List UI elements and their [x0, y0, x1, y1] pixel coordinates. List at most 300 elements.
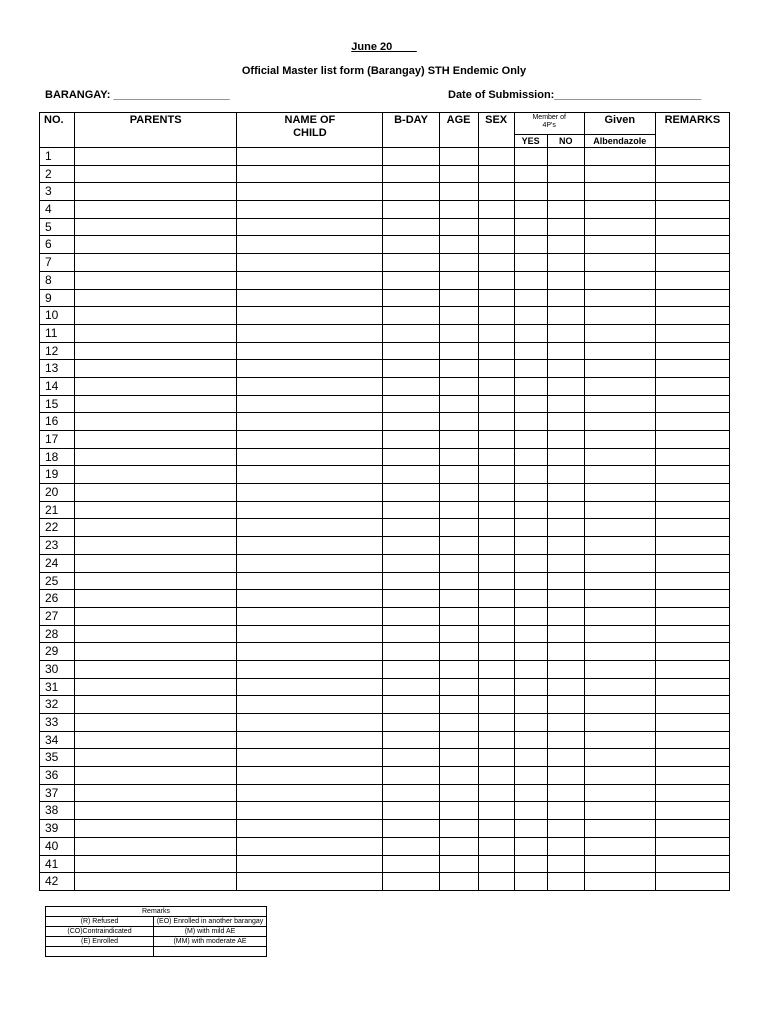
parents-cell[interactable]: [75, 767, 237, 785]
bday-cell[interactable]: [383, 625, 439, 643]
albendazole-cell[interactable]: [584, 714, 655, 732]
parents-cell[interactable]: [75, 731, 237, 749]
age-cell[interactable]: [439, 784, 478, 802]
sex-cell[interactable]: [478, 183, 514, 201]
albendazole-cell[interactable]: [584, 784, 655, 802]
parents-cell[interactable]: [75, 519, 237, 537]
sex-cell[interactable]: [478, 360, 514, 378]
member-yes-cell[interactable]: [514, 431, 547, 449]
age-cell[interactable]: [439, 660, 478, 678]
parents-cell[interactable]: [75, 183, 237, 201]
age-cell[interactable]: [439, 431, 478, 449]
sex-cell[interactable]: [478, 855, 514, 873]
remarks-cell[interactable]: [655, 696, 729, 714]
albendazole-cell[interactable]: [584, 271, 655, 289]
sex-cell[interactable]: [478, 289, 514, 307]
sex-cell[interactable]: [478, 519, 514, 537]
parents-cell[interactable]: [75, 431, 237, 449]
name-of-child-cell[interactable]: [237, 784, 383, 802]
name-of-child-cell[interactable]: [237, 873, 383, 891]
member-yes-cell[interactable]: [514, 678, 547, 696]
age-cell[interactable]: [439, 855, 478, 873]
name-of-child-cell[interactable]: [237, 607, 383, 625]
albendazole-cell[interactable]: [584, 484, 655, 502]
bday-cell[interactable]: [383, 431, 439, 449]
member-yes-cell[interactable]: [514, 607, 547, 625]
age-cell[interactable]: [439, 572, 478, 590]
age-cell[interactable]: [439, 678, 478, 696]
sex-cell[interactable]: [478, 201, 514, 219]
remarks-cell[interactable]: [655, 625, 729, 643]
bday-cell[interactable]: [383, 484, 439, 502]
albendazole-cell[interactable]: [584, 183, 655, 201]
name-of-child-cell[interactable]: [237, 501, 383, 519]
member-no-cell[interactable]: [547, 696, 584, 714]
albendazole-cell[interactable]: [584, 413, 655, 431]
member-no-cell[interactable]: [547, 537, 584, 555]
member-no-cell[interactable]: [547, 148, 584, 166]
sex-cell[interactable]: [478, 643, 514, 661]
albendazole-cell[interactable]: [584, 607, 655, 625]
member-no-cell[interactable]: [547, 590, 584, 608]
member-yes-cell[interactable]: [514, 254, 547, 272]
member-no-cell[interactable]: [547, 855, 584, 873]
member-no-cell[interactable]: [547, 395, 584, 413]
parents-cell[interactable]: [75, 360, 237, 378]
member-no-cell[interactable]: [547, 165, 584, 183]
remarks-cell[interactable]: [655, 395, 729, 413]
sex-cell[interactable]: [478, 431, 514, 449]
name-of-child-cell[interactable]: [237, 590, 383, 608]
parents-cell[interactable]: [75, 696, 237, 714]
age-cell[interactable]: [439, 625, 478, 643]
sex-cell[interactable]: [478, 148, 514, 166]
bday-cell[interactable]: [383, 236, 439, 254]
bday-cell[interactable]: [383, 537, 439, 555]
name-of-child-cell[interactable]: [237, 484, 383, 502]
member-no-cell[interactable]: [547, 360, 584, 378]
member-yes-cell[interactable]: [514, 714, 547, 732]
bday-cell[interactable]: [383, 767, 439, 785]
age-cell[interactable]: [439, 837, 478, 855]
albendazole-cell[interactable]: [584, 802, 655, 820]
parents-cell[interactable]: [75, 307, 237, 325]
parents-cell[interactable]: [75, 660, 237, 678]
remarks-cell[interactable]: [655, 660, 729, 678]
member-no-cell[interactable]: [547, 554, 584, 572]
remarks-cell[interactable]: [655, 165, 729, 183]
member-no-cell[interactable]: [547, 749, 584, 767]
remarks-cell[interactable]: [655, 855, 729, 873]
member-yes-cell[interactable]: [514, 218, 547, 236]
name-of-child-cell[interactable]: [237, 324, 383, 342]
remarks-cell[interactable]: [655, 254, 729, 272]
sex-cell[interactable]: [478, 165, 514, 183]
age-cell[interactable]: [439, 218, 478, 236]
parents-cell[interactable]: [75, 554, 237, 572]
bday-cell[interactable]: [383, 395, 439, 413]
member-no-cell[interactable]: [547, 448, 584, 466]
member-yes-cell[interactable]: [514, 590, 547, 608]
age-cell[interactable]: [439, 466, 478, 484]
albendazole-cell[interactable]: [584, 307, 655, 325]
member-yes-cell[interactable]: [514, 643, 547, 661]
parents-cell[interactable]: [75, 607, 237, 625]
parents-cell[interactable]: [75, 501, 237, 519]
name-of-child-cell[interactable]: [237, 714, 383, 732]
age-cell[interactable]: [439, 165, 478, 183]
member-no-cell[interactable]: [547, 802, 584, 820]
bday-cell[interactable]: [383, 590, 439, 608]
remarks-cell[interactable]: [655, 201, 729, 219]
albendazole-cell[interactable]: [584, 236, 655, 254]
albendazole-cell[interactable]: [584, 254, 655, 272]
name-of-child-cell[interactable]: [237, 360, 383, 378]
parents-cell[interactable]: [75, 714, 237, 732]
age-cell[interactable]: [439, 342, 478, 360]
bday-cell[interactable]: [383, 201, 439, 219]
remarks-cell[interactable]: [655, 218, 729, 236]
barangay-field[interactable]: BARANGAY: ___________________: [45, 89, 230, 101]
bday-cell[interactable]: [383, 572, 439, 590]
member-no-cell[interactable]: [547, 324, 584, 342]
name-of-child-cell[interactable]: [237, 643, 383, 661]
bday-cell[interactable]: [383, 466, 439, 484]
member-yes-cell[interactable]: [514, 448, 547, 466]
albendazole-cell[interactable]: [584, 749, 655, 767]
remarks-cell[interactable]: [655, 714, 729, 732]
remarks-cell[interactable]: [655, 643, 729, 661]
albendazole-cell[interactable]: [584, 731, 655, 749]
remarks-cell[interactable]: [655, 873, 729, 891]
sex-cell[interactable]: [478, 413, 514, 431]
name-of-child-cell[interactable]: [237, 165, 383, 183]
member-yes-cell[interactable]: [514, 466, 547, 484]
age-cell[interactable]: [439, 643, 478, 661]
remarks-cell[interactable]: [655, 289, 729, 307]
albendazole-cell[interactable]: [584, 377, 655, 395]
albendazole-cell[interactable]: [584, 820, 655, 838]
name-of-child-cell[interactable]: [237, 466, 383, 484]
member-yes-cell[interactable]: [514, 501, 547, 519]
remarks-cell[interactable]: [655, 731, 729, 749]
sex-cell[interactable]: [478, 484, 514, 502]
member-yes-cell[interactable]: [514, 855, 547, 873]
bday-cell[interactable]: [383, 413, 439, 431]
sex-cell[interactable]: [478, 218, 514, 236]
remarks-cell[interactable]: [655, 837, 729, 855]
bday-cell[interactable]: [383, 183, 439, 201]
parents-cell[interactable]: [75, 643, 237, 661]
albendazole-cell[interactable]: [584, 501, 655, 519]
sex-cell[interactable]: [478, 784, 514, 802]
member-yes-cell[interactable]: [514, 767, 547, 785]
albendazole-cell[interactable]: [584, 590, 655, 608]
name-of-child-cell[interactable]: [237, 183, 383, 201]
albendazole-cell[interactable]: [584, 660, 655, 678]
age-cell[interactable]: [439, 148, 478, 166]
remarks-cell[interactable]: [655, 784, 729, 802]
parents-cell[interactable]: [75, 342, 237, 360]
bday-cell[interactable]: [383, 820, 439, 838]
remarks-cell[interactable]: [655, 767, 729, 785]
sex-cell[interactable]: [478, 377, 514, 395]
member-yes-cell[interactable]: [514, 271, 547, 289]
albendazole-cell[interactable]: [584, 873, 655, 891]
parents-cell[interactable]: [75, 537, 237, 555]
sex-cell[interactable]: [478, 678, 514, 696]
name-of-child-cell[interactable]: [237, 519, 383, 537]
remarks-cell[interactable]: [655, 590, 729, 608]
remarks-cell[interactable]: [655, 236, 729, 254]
member-no-cell[interactable]: [547, 218, 584, 236]
parents-cell[interactable]: [75, 749, 237, 767]
bday-cell[interactable]: [383, 678, 439, 696]
albendazole-cell[interactable]: [584, 625, 655, 643]
sex-cell[interactable]: [478, 448, 514, 466]
bday-cell[interactable]: [383, 501, 439, 519]
bday-cell[interactable]: [383, 165, 439, 183]
sex-cell[interactable]: [478, 342, 514, 360]
albendazole-cell[interactable]: [584, 678, 655, 696]
remarks-cell[interactable]: [655, 377, 729, 395]
member-yes-cell[interactable]: [514, 873, 547, 891]
member-no-cell[interactable]: [547, 660, 584, 678]
member-yes-cell[interactable]: [514, 395, 547, 413]
member-yes-cell[interactable]: [514, 165, 547, 183]
bday-cell[interactable]: [383, 271, 439, 289]
member-yes-cell[interactable]: [514, 749, 547, 767]
member-yes-cell[interactable]: [514, 484, 547, 502]
bday-cell[interactable]: [383, 218, 439, 236]
member-yes-cell[interactable]: [514, 572, 547, 590]
albendazole-cell[interactable]: [584, 201, 655, 219]
sex-cell[interactable]: [478, 554, 514, 572]
remarks-cell[interactable]: [655, 501, 729, 519]
parents-cell[interactable]: [75, 377, 237, 395]
albendazole-cell[interactable]: [584, 696, 655, 714]
name-of-child-cell[interactable]: [237, 625, 383, 643]
remarks-cell[interactable]: [655, 537, 729, 555]
remarks-cell[interactable]: [655, 148, 729, 166]
member-no-cell[interactable]: [547, 625, 584, 643]
member-no-cell[interactable]: [547, 820, 584, 838]
parents-cell[interactable]: [75, 218, 237, 236]
name-of-child-cell[interactable]: [237, 448, 383, 466]
parents-cell[interactable]: [75, 590, 237, 608]
bday-cell[interactable]: [383, 837, 439, 855]
sex-cell[interactable]: [478, 820, 514, 838]
bday-cell[interactable]: [383, 749, 439, 767]
albendazole-cell[interactable]: [584, 360, 655, 378]
name-of-child-cell[interactable]: [237, 837, 383, 855]
member-yes-cell[interactable]: [514, 625, 547, 643]
bday-cell[interactable]: [383, 148, 439, 166]
sex-cell[interactable]: [478, 607, 514, 625]
bday-cell[interactable]: [383, 554, 439, 572]
sex-cell[interactable]: [478, 466, 514, 484]
age-cell[interactable]: [439, 289, 478, 307]
age-cell[interactable]: [439, 448, 478, 466]
member-no-cell[interactable]: [547, 714, 584, 732]
member-no-cell[interactable]: [547, 289, 584, 307]
age-cell[interactable]: [439, 360, 478, 378]
bday-cell[interactable]: [383, 855, 439, 873]
parents-cell[interactable]: [75, 289, 237, 307]
parents-cell[interactable]: [75, 855, 237, 873]
age-cell[interactable]: [439, 537, 478, 555]
member-no-cell[interactable]: [547, 484, 584, 502]
parents-cell[interactable]: [75, 873, 237, 891]
name-of-child-cell[interactable]: [237, 236, 383, 254]
sex-cell[interactable]: [478, 767, 514, 785]
age-cell[interactable]: [439, 377, 478, 395]
member-yes-cell[interactable]: [514, 377, 547, 395]
member-no-cell[interactable]: [547, 183, 584, 201]
remarks-cell[interactable]: [655, 820, 729, 838]
bday-cell[interactable]: [383, 342, 439, 360]
name-of-child-cell[interactable]: [237, 377, 383, 395]
albendazole-cell[interactable]: [584, 519, 655, 537]
bday-cell[interactable]: [383, 873, 439, 891]
member-yes-cell[interactable]: [514, 236, 547, 254]
bday-cell[interactable]: [383, 714, 439, 732]
remarks-cell[interactable]: [655, 749, 729, 767]
age-cell[interactable]: [439, 873, 478, 891]
sex-cell[interactable]: [478, 749, 514, 767]
parents-cell[interactable]: [75, 395, 237, 413]
remarks-cell[interactable]: [655, 271, 729, 289]
member-yes-cell[interactable]: [514, 307, 547, 325]
bday-cell[interactable]: [383, 519, 439, 537]
age-cell[interactable]: [439, 236, 478, 254]
bday-cell[interactable]: [383, 360, 439, 378]
member-yes-cell[interactable]: [514, 324, 547, 342]
albendazole-cell[interactable]: [584, 165, 655, 183]
parents-cell[interactable]: [75, 784, 237, 802]
albendazole-cell[interactable]: [584, 342, 655, 360]
member-no-cell[interactable]: [547, 254, 584, 272]
member-no-cell[interactable]: [547, 731, 584, 749]
albendazole-cell[interactable]: [584, 767, 655, 785]
remarks-cell[interactable]: [655, 448, 729, 466]
member-no-cell[interactable]: [547, 519, 584, 537]
parents-cell[interactable]: [75, 625, 237, 643]
remarks-cell[interactable]: [655, 413, 729, 431]
age-cell[interactable]: [439, 519, 478, 537]
sex-cell[interactable]: [478, 625, 514, 643]
member-yes-cell[interactable]: [514, 820, 547, 838]
parents-cell[interactable]: [75, 236, 237, 254]
name-of-child-cell[interactable]: [237, 289, 383, 307]
age-cell[interactable]: [439, 413, 478, 431]
age-cell[interactable]: [439, 183, 478, 201]
age-cell[interactable]: [439, 590, 478, 608]
albendazole-cell[interactable]: [584, 148, 655, 166]
member-no-cell[interactable]: [547, 572, 584, 590]
member-yes-cell[interactable]: [514, 519, 547, 537]
remarks-cell[interactable]: [655, 484, 729, 502]
name-of-child-cell[interactable]: [237, 413, 383, 431]
name-of-child-cell[interactable]: [237, 201, 383, 219]
sex-cell[interactable]: [478, 254, 514, 272]
name-of-child-cell[interactable]: [237, 395, 383, 413]
sex-cell[interactable]: [478, 271, 514, 289]
member-yes-cell[interactable]: [514, 660, 547, 678]
member-yes-cell[interactable]: [514, 696, 547, 714]
age-cell[interactable]: [439, 731, 478, 749]
member-yes-cell[interactable]: [514, 554, 547, 572]
member-yes-cell[interactable]: [514, 289, 547, 307]
sex-cell[interactable]: [478, 395, 514, 413]
member-no-cell[interactable]: [547, 236, 584, 254]
member-yes-cell[interactable]: [514, 342, 547, 360]
remarks-cell[interactable]: [655, 802, 729, 820]
remarks-cell[interactable]: [655, 519, 729, 537]
bday-cell[interactable]: [383, 324, 439, 342]
name-of-child-cell[interactable]: [237, 254, 383, 272]
parents-cell[interactable]: [75, 572, 237, 590]
member-no-cell[interactable]: [547, 784, 584, 802]
sex-cell[interactable]: [478, 236, 514, 254]
age-cell[interactable]: [439, 554, 478, 572]
member-yes-cell[interactable]: [514, 413, 547, 431]
sex-cell[interactable]: [478, 590, 514, 608]
name-of-child-cell[interactable]: [237, 696, 383, 714]
age-cell[interactable]: [439, 607, 478, 625]
member-no-cell[interactable]: [547, 271, 584, 289]
bday-cell[interactable]: [383, 731, 439, 749]
parents-cell[interactable]: [75, 413, 237, 431]
name-of-child-cell[interactable]: [237, 537, 383, 555]
parents-cell[interactable]: [75, 678, 237, 696]
remarks-cell[interactable]: [655, 342, 729, 360]
albendazole-cell[interactable]: [584, 395, 655, 413]
bday-cell[interactable]: [383, 802, 439, 820]
bday-cell[interactable]: [383, 448, 439, 466]
parents-cell[interactable]: [75, 201, 237, 219]
albendazole-cell[interactable]: [584, 431, 655, 449]
member-yes-cell[interactable]: [514, 802, 547, 820]
sex-cell[interactable]: [478, 837, 514, 855]
sex-cell[interactable]: [478, 572, 514, 590]
name-of-child-cell[interactable]: [237, 554, 383, 572]
sex-cell[interactable]: [478, 660, 514, 678]
sex-cell[interactable]: [478, 714, 514, 732]
remarks-cell[interactable]: [655, 554, 729, 572]
remarks-cell[interactable]: [655, 183, 729, 201]
albendazole-cell[interactable]: [584, 324, 655, 342]
age-cell[interactable]: [439, 501, 478, 519]
albendazole-cell[interactable]: [584, 643, 655, 661]
remarks-cell[interactable]: [655, 307, 729, 325]
remarks-cell[interactable]: [655, 678, 729, 696]
sex-cell[interactable]: [478, 696, 514, 714]
member-yes-cell[interactable]: [514, 837, 547, 855]
age-cell[interactable]: [439, 749, 478, 767]
parents-cell[interactable]: [75, 820, 237, 838]
albendazole-cell[interactable]: [584, 837, 655, 855]
bday-cell[interactable]: [383, 254, 439, 272]
age-cell[interactable]: [439, 820, 478, 838]
member-no-cell[interactable]: [547, 837, 584, 855]
parents-cell[interactable]: [75, 484, 237, 502]
albendazole-cell[interactable]: [584, 554, 655, 572]
bday-cell[interactable]: [383, 307, 439, 325]
name-of-child-cell[interactable]: [237, 431, 383, 449]
sex-cell[interactable]: [478, 873, 514, 891]
albendazole-cell[interactable]: [584, 289, 655, 307]
